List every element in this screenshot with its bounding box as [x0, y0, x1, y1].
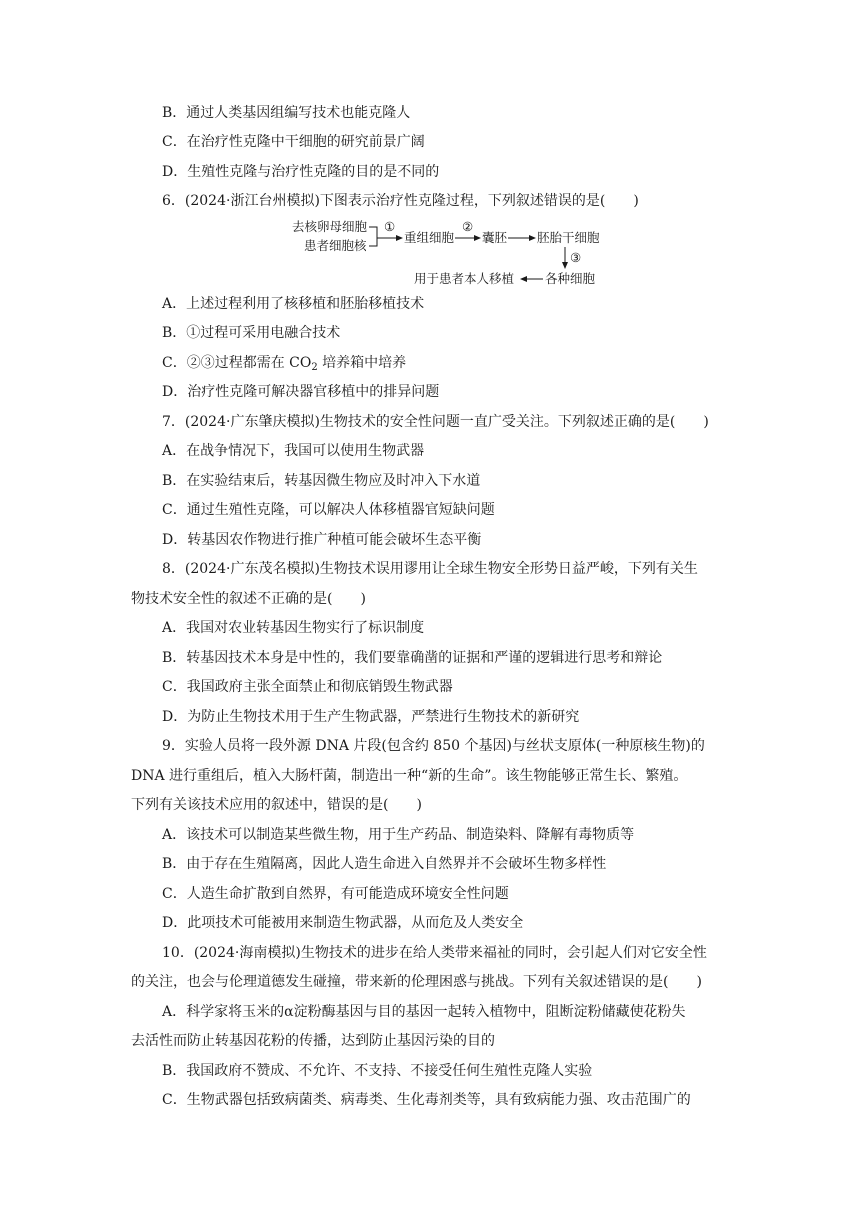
q9-option-a: A．该技术可以制造某些微生物，用于生产药品、制造染料、降解有毒物质等 [162, 827, 635, 843]
q8-option-b: B．转基因技术本身是中性的，我们要靠确凿的证据和严谨的逻辑进行思考和辩论 [162, 650, 663, 666]
q9-stem-line3: 下列有关该技术应用的叙述中，错误的是( ) [131, 797, 422, 813]
q7-stem: 7．(2024·广东肇庆模拟)生物技术的安全性问题一直广受关注。下列叙述正确的是( ) [162, 414, 709, 430]
q9-option-d: D．此项技术可能被用来制造生物武器，从而危及人类安全 [162, 915, 524, 931]
q5-option-d: D．生殖性克隆与治疗性克隆的目的是不同的 [162, 164, 440, 180]
q8-option-a: A．我国对农业转基因生物实行了标识制度 [162, 620, 425, 636]
q9-option-c: C．人造生命扩散到自然界，有可能造成环境安全性问题 [162, 886, 509, 902]
q8-stem-line1: 8．(2024·广东茂名模拟)生物技术误用谬用让全球生物安全形势日益严峻，下列有关生 [162, 561, 698, 577]
diagram-step2-label: ② [462, 219, 474, 234]
diagram-transplant-label: 用于患者本人移植 [414, 271, 515, 286]
q9-option-b: B．由于存在生殖隔离，因此人造生命进入自然界并不会破坏生物多样性 [162, 856, 607, 872]
diagram-recombined-cell-label: 重组细胞 [404, 230, 455, 245]
q8-option-c: C．我国政府主张全面禁止和彻底销毁生物武器 [162, 679, 453, 695]
q6-option-b: B．①过程可采用电融合技术 [162, 325, 341, 341]
diagram-nucleus-label: 患者细胞核 [304, 238, 367, 253]
diagram-blastocyst-label: 囊胚 [482, 230, 508, 245]
diagram-stemcell-label: 胚胎干细胞 [537, 230, 600, 245]
q8-stem-line2: 物技术安全性的叙述不正确的是( ) [131, 591, 366, 607]
diagram-step1-label: ① [384, 219, 396, 234]
q10-stem-line1: 10．(2024·海南模拟)生物技术的进步在给人类带来福祉的同时，会引起人们对它安全性 [162, 945, 707, 961]
diagram-step3-label: ③ [570, 250, 582, 265]
q6-stem: 6．(2024·浙江台州模拟)下图表示治疗性克隆过程，下列叙述错误的是( ) [162, 193, 639, 209]
q6-option-d: D．治疗性克隆可解决器官移植中的排异问题 [162, 384, 440, 400]
q10-option-a-line1: A．科学家将玉米的α淀粉酶基因与目的基因一起转入植物中，阻断淀粉储藏使花粉失 [162, 1004, 686, 1020]
q9-stem-line2: DNA 进行重组后，植入大肠杆菌，制造出一种“新的生命”。该生物能够正常生长、繁殖。 [131, 768, 688, 784]
q7-option-b: B．在实验结束后，转基因微生物应及时冲入下水道 [162, 473, 481, 489]
q7-option-a: A．在战争情况下，我国可以使用生物武器 [162, 443, 425, 459]
diagram-various-cells-label: 各种细胞 [545, 271, 596, 286]
q5-option-b: B．通过人类基因组编写技术也能克隆人 [162, 105, 411, 121]
diagram-arrows [0, 0, 860, 300]
q7-option-c: C．通过生殖性克隆，可以解决人体移植器官短缺问题 [162, 502, 495, 518]
diagram-merge-bracket [369, 227, 377, 246]
q6-option-c: C．②③过程都需在 $CO_2$ 培养箱中培养 [162, 355, 407, 373]
q10-option-c-line1: C．生物武器包括致病菌类、病毒类、生化毒剂类等，具有致病能力强、攻击范围广的 [162, 1092, 691, 1108]
q6-option-a: A．上述过程利用了核移植和胚胎移植技术 [162, 296, 425, 312]
q10-option-b: B．我国政府不赞成、不允许、不支持、不接受任何生殖性克隆人实验 [162, 1063, 593, 1079]
q10-option-a-line2: 去活性而防止转基因花粉的传播，达到防止基因污染的目的 [131, 1033, 495, 1049]
q7-option-d: D．转基因农作物进行推广种植可能会破坏生态平衡 [162, 532, 482, 548]
q8-option-d: D．为防止生物技术用于生产生物武器，严禁进行生物技术的新研究 [162, 709, 580, 725]
q5-option-c: C．在治疗性克隆中干细胞的研究前景广阔 [162, 134, 425, 150]
q10-stem-line2: 的关注，也会与伦理道德发生碰撞，带来新的伦理困惑与挑战。下列有关叙述错误的是( ) [131, 974, 702, 990]
q9-stem-line1: 9．实验人员将一段外源 DNA 片段(包含约 850 个基因)与丝状支原体(一种原核生物)的 [162, 738, 705, 754]
diagram-egg-label: 去核卵母细胞 [292, 219, 368, 234]
